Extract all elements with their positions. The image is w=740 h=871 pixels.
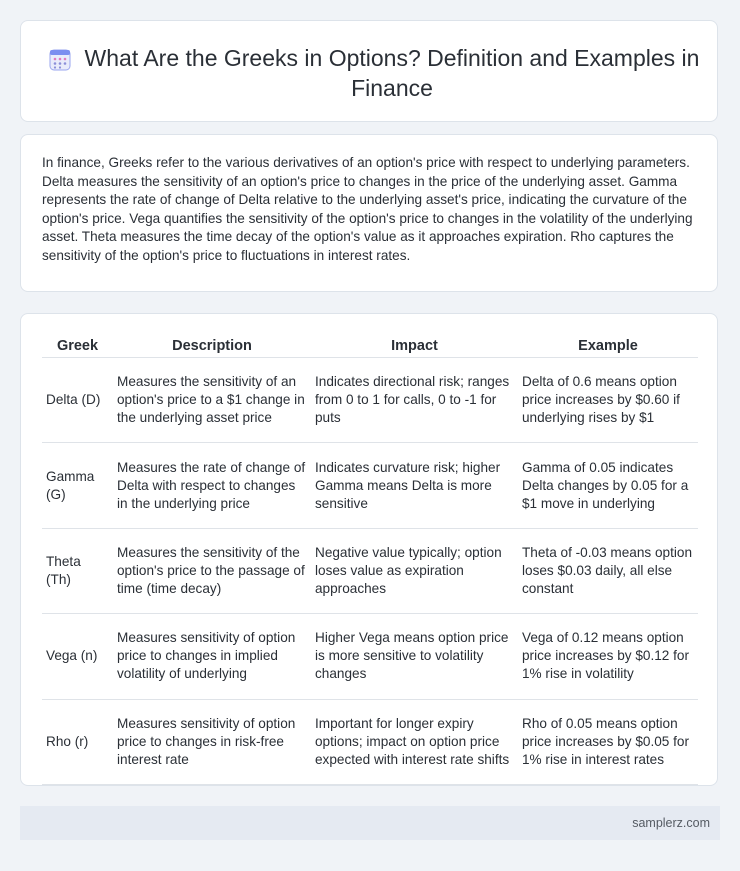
header-greek: Greek xyxy=(42,334,113,358)
cell-impact: Negative value typically; option loses value as expiration approaches xyxy=(311,528,518,613)
footer-site-link[interactable]: samplerz.com xyxy=(632,816,710,830)
table-row xyxy=(42,528,698,613)
header-description: Description xyxy=(113,334,311,358)
cell-impact: Indicates curvature risk; higher Gamma means Delta is more sensitive xyxy=(311,443,518,528)
cell-description: Measures sensitivity of option price to changes in implied volatility of underlying xyxy=(113,614,311,699)
cell-example: Gamma of 0.05 indicates Delta changes by 0.05 for a $1 move in underlying xyxy=(518,443,698,528)
cell-impact: Important for longer expiry options; impact on option price expected with interest rate shifts xyxy=(311,699,518,784)
cell-example: Theta of -0.03 means option loses $0.03 daily, all else constant xyxy=(518,528,698,613)
greeks-table xyxy=(42,334,698,785)
cell-example: Vega of 0.12 means option price increases by $0.12 for 1% rise in volatility xyxy=(518,614,698,699)
cell-description: Measures sensitivity of option price to changes in risk-free interest rate xyxy=(113,699,311,784)
header-example: Example xyxy=(518,334,698,358)
cell-greek: Theta (Th) xyxy=(42,528,113,613)
table-row xyxy=(42,443,698,528)
table-row xyxy=(42,699,698,784)
footer-bar xyxy=(20,806,720,840)
cell-greek: Delta (D) xyxy=(42,358,113,443)
table-row xyxy=(42,614,698,699)
cell-description: Measures the sensitivity of the option's price to the passage of time (time decay) xyxy=(113,528,311,613)
cell-description: Measures the rate of change of Delta with respect to changes in the underlying price xyxy=(113,443,311,528)
cell-greek: Gamma (G) xyxy=(42,443,113,528)
cell-impact: Indicates directional risk; ranges from 0 to 1 for calls, 0 to -1 for puts xyxy=(311,358,518,443)
header-impact: Impact xyxy=(311,334,518,358)
page-title: What Are the Greeks in Options? Definition and Examples in Finance xyxy=(84,45,700,101)
cell-greek: Vega (n) xyxy=(42,614,113,699)
table-card xyxy=(20,313,718,786)
title-card xyxy=(20,20,718,122)
cell-example: Delta of 0.6 means option price increases by $0.60 if underlying rises by $1 xyxy=(518,358,698,443)
cell-example: Rho of 0.05 means option price increases by $0.05 for 1% rise in interest rates xyxy=(518,699,698,784)
table-row xyxy=(42,358,698,443)
table-header-row xyxy=(42,334,698,358)
intro-paragraph: In finance, Greeks refer to the various derivatives of an option's price with respect to underlying parameters. Delta measures the sensitivity of an option's price to changes in the price of the underlying asset. Gamma represents the rate of change of Delta relative to the underlying asset's price, indicating the curvature of the option's price. Vega quantifies the sensitivity of the option's price to changes in the volatility of the underlying asset. Theta measures the time decay of the option's value as it approaches expiration. Rho captures the sensitivity of the option's price to fluctuations in interest rates. xyxy=(42,155,693,263)
cell-greek: Rho (r) xyxy=(42,699,113,784)
intro-card xyxy=(20,134,718,292)
cell-impact: Higher Vega means option price is more sensitive to volatility changes xyxy=(311,614,518,699)
grid-document-icon xyxy=(49,49,71,71)
cell-description: Measures the sensitivity of an option's price to a $1 change in the underlying asset price xyxy=(113,358,311,443)
